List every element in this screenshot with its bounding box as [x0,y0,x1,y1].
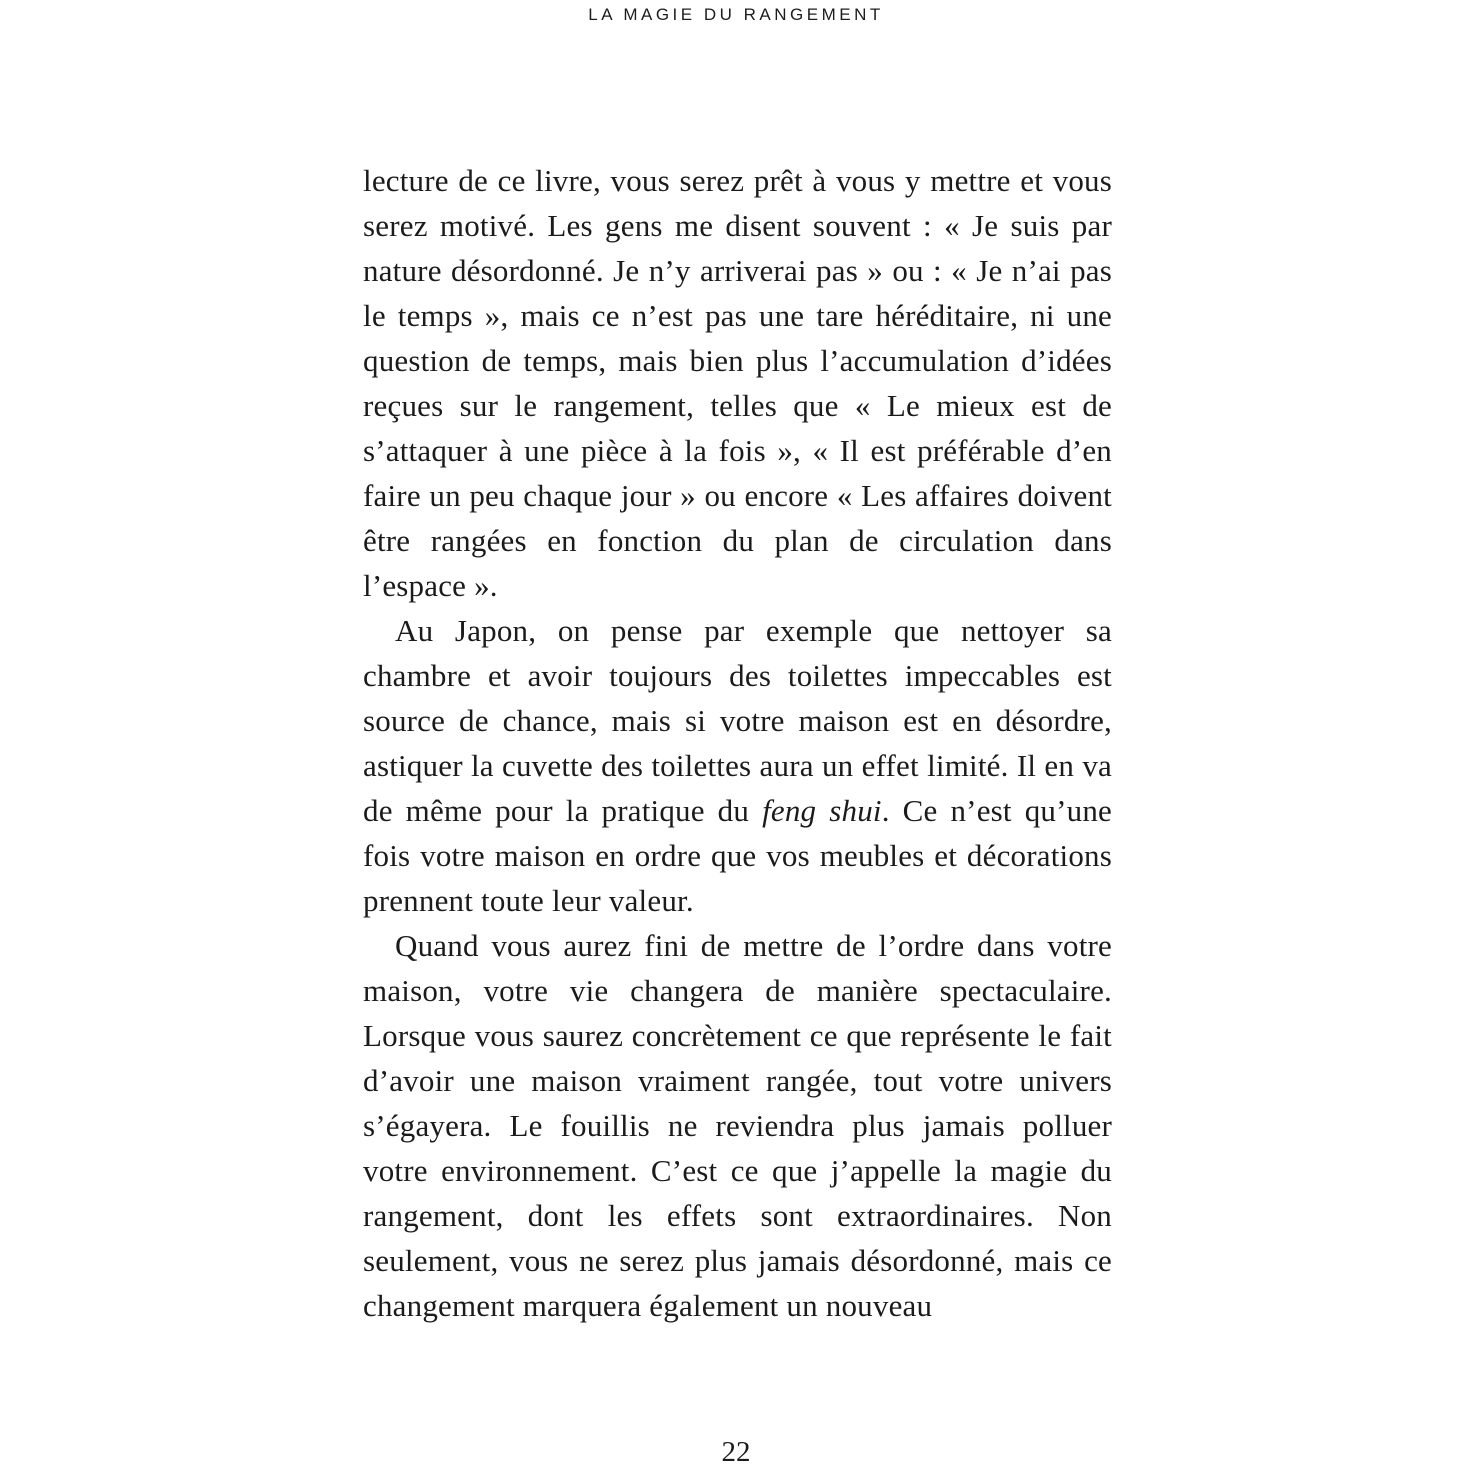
body-text-block [363,158,1112,1328]
paragraph-continuation: lecture de ce livre, vous serez prêt à vous y mettre et vous serez motivé. Les gens me disent souvent : « Je suis par nature désordonné. Je n’y arriverai pas » ou : « Je n’ai pas le temps », mais ce n’est pas une tare héréditaire, ni une question de temps, mais bien plus l’accumulation d’idées reçues sur le rangement, telles que « Le mieux est de s’attaquer à une pièce à la fois », « Il est préférable d’en faire un peu chaque jour » ou encore « Les affaires doivent être rangées en fonction du plan de circulation dans l’espace ». [363,163,1112,603]
italic-term-feng-shui: feng shui [762,793,882,828]
paragraph-text: Au Japon, on pense par exemple que nettoyer sa chambre et avoir toujours des toilettes impeccables est source de chance, mais si votre maison est en désordre, astiquer la cuvette des toilettes aura un effet limité. Il en va de même pour la pratique du [363,613,1112,828]
paragraph-au-japon [363,608,1112,923]
paragraph-text: . Ce n’est qu’une fois votre maison en ordre que vos meubles et décorations prennent toute leur valeur. [363,793,1112,918]
running-header [0,5,1472,25]
book-title-header: LA MAGIE DU RANGEMENT [588,5,884,24]
page-footer [0,1436,1472,1469]
paragraph-quand-vous: Quand vous aurez fini de mettre de l’ordre dans votre maison, votre vie changera de manière spectaculaire. Lorsque vous saurez concrètement ce que représente le fait d’avoir une maison vraiment rangée, tout votre univers s’égayera. Le fouillis ne reviendra plus jamais polluer votre environnement. C’est ce que j’appelle la magie du rangement, dont les effets sont extraordinaires. Non seulement, vous ne serez plus jamais désordonné, mais ce changement marquera également un nouveau [363,928,1112,1323]
page-number: 22 [721,1436,751,1468]
